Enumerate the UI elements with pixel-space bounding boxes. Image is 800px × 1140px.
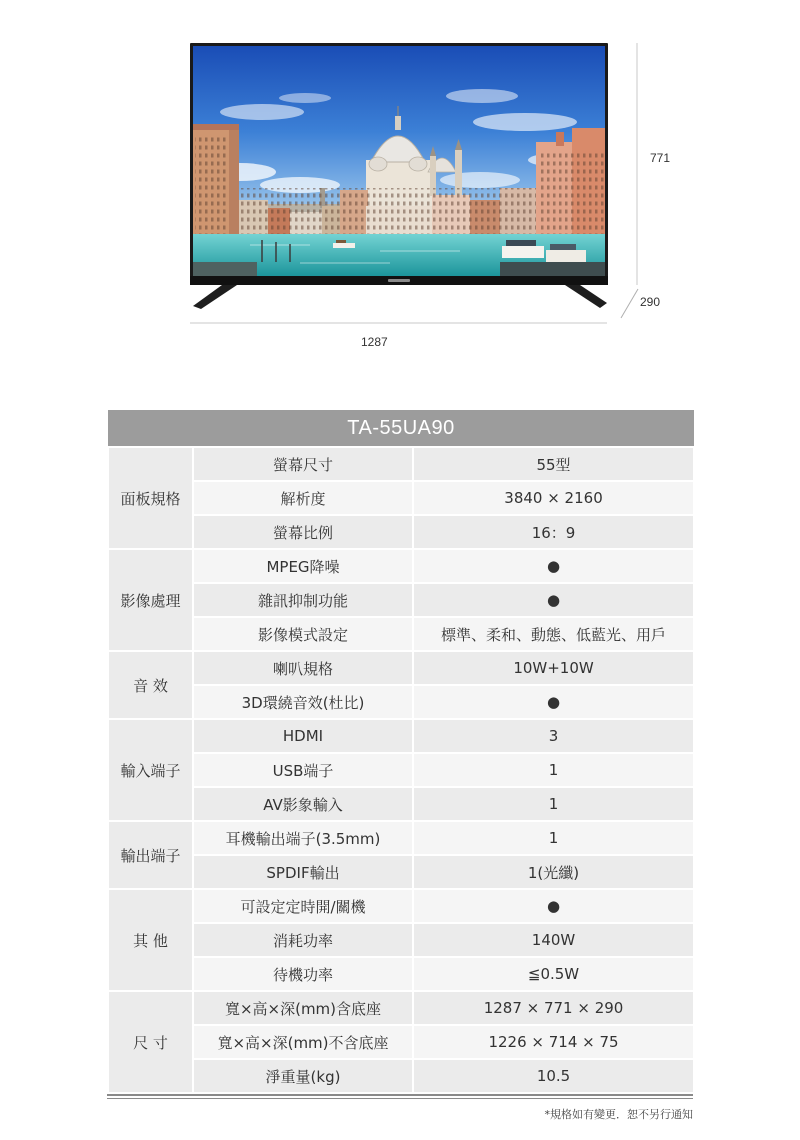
spec-value: 3 xyxy=(413,719,694,753)
spec-value: 1 xyxy=(413,821,694,855)
spec-item: HDMI xyxy=(193,719,413,753)
spec-item: USB端子 xyxy=(193,753,413,787)
spec-item: MPEG降噪 xyxy=(193,549,413,583)
spec-item: 螢幕比例 xyxy=(193,515,413,549)
width-dimension-label: 1287 xyxy=(361,335,388,349)
category-output-ports: 輸出端子 xyxy=(108,821,193,889)
spec-value: ≦0.5W xyxy=(413,957,694,991)
spec-value: 10W+10W xyxy=(413,651,694,685)
table-header-row xyxy=(108,410,694,447)
table-row xyxy=(108,651,694,685)
spec-item: 耳機輸出端子(3.5mm) xyxy=(193,821,413,855)
spec-value: 3840 × 2160 xyxy=(413,481,694,515)
depth-dimension-label: 290 xyxy=(640,295,661,309)
tv-product-image xyxy=(0,0,800,360)
spec-item: 可設定定時開/關機 xyxy=(193,889,413,923)
spec-value: 10.5 xyxy=(413,1059,694,1093)
table-bottom-rule xyxy=(107,1094,693,1099)
table-row xyxy=(108,515,694,549)
table-row xyxy=(108,481,694,515)
table-row xyxy=(108,957,694,991)
stand-left-foot xyxy=(193,285,237,309)
spec-item: 寬×高×深(mm)不含底座 xyxy=(193,1025,413,1059)
table-row xyxy=(108,889,694,923)
spec-item: 影像模式設定 xyxy=(193,617,413,651)
table-row xyxy=(108,991,694,1025)
height-dimension-label: 771 xyxy=(650,151,671,165)
spec-item: 喇叭規格 xyxy=(193,651,413,685)
model-header: TA-55UA90 xyxy=(108,410,694,447)
table-row xyxy=(108,923,694,957)
spec-value: ● xyxy=(413,685,694,719)
category-other: 其 他 xyxy=(108,889,193,991)
table-row xyxy=(108,719,694,753)
spec-table-container xyxy=(107,410,693,1094)
table-row xyxy=(108,753,694,787)
tv-screen xyxy=(193,46,606,276)
spec-item: 待機功率 xyxy=(193,957,413,991)
depth-dimension-line xyxy=(621,289,638,318)
spec-value: 16：9 xyxy=(413,515,694,549)
spec-value: 55型 xyxy=(413,447,694,481)
category-input-ports: 輸入端子 xyxy=(108,719,193,821)
spec-item: 雜訊抑制功能 xyxy=(193,583,413,617)
waterfront-buildings xyxy=(238,188,540,236)
spec-table xyxy=(107,410,695,1094)
spec-value: 1 xyxy=(413,753,694,787)
table-row xyxy=(108,685,694,719)
table-row xyxy=(108,583,694,617)
category-image-processing: 影像處理 xyxy=(108,549,193,651)
table-row xyxy=(108,447,694,481)
table-row xyxy=(108,1025,694,1059)
category-audio: 音 效 xyxy=(108,651,193,719)
spec-value: 1 xyxy=(413,787,694,821)
table-row xyxy=(108,787,694,821)
disclaimer-footnote: *規格如有變更．恕不另行通知 xyxy=(544,1108,693,1121)
spec-value: 1226 × 714 × 75 xyxy=(413,1025,694,1059)
table-row xyxy=(108,617,694,651)
spec-item: 解析度 xyxy=(193,481,413,515)
spec-item: 淨重量(kg) xyxy=(193,1059,413,1093)
spec-value: 1287 × 771 × 290 xyxy=(413,991,694,1025)
table-row xyxy=(108,855,694,889)
table-row xyxy=(108,821,694,855)
spec-value: 標準、柔和、動態、低藍光、用戶 xyxy=(413,617,694,651)
spec-item: 寬×高×深(mm)含底座 xyxy=(193,991,413,1025)
brand-logo xyxy=(388,279,410,282)
spec-item: AV影象輸入 xyxy=(193,787,413,821)
spec-value: ● xyxy=(413,549,694,583)
table-row xyxy=(108,1059,694,1093)
spec-value: ● xyxy=(413,583,694,617)
spec-item: 消耗功率 xyxy=(193,923,413,957)
spec-item: 3D環繞音效(杜比) xyxy=(193,685,413,719)
spec-value: ● xyxy=(413,889,694,923)
spec-value: 140W xyxy=(413,923,694,957)
stand-right-foot xyxy=(565,285,607,308)
table-row xyxy=(108,549,694,583)
spec-item: SPDIF輸出 xyxy=(193,855,413,889)
spec-value: 1(光纖) xyxy=(413,855,694,889)
category-dimensions: 尺 寸 xyxy=(108,991,193,1093)
category-panel: 面板規格 xyxy=(108,447,193,549)
spec-item: 螢幕尺寸 xyxy=(193,447,413,481)
